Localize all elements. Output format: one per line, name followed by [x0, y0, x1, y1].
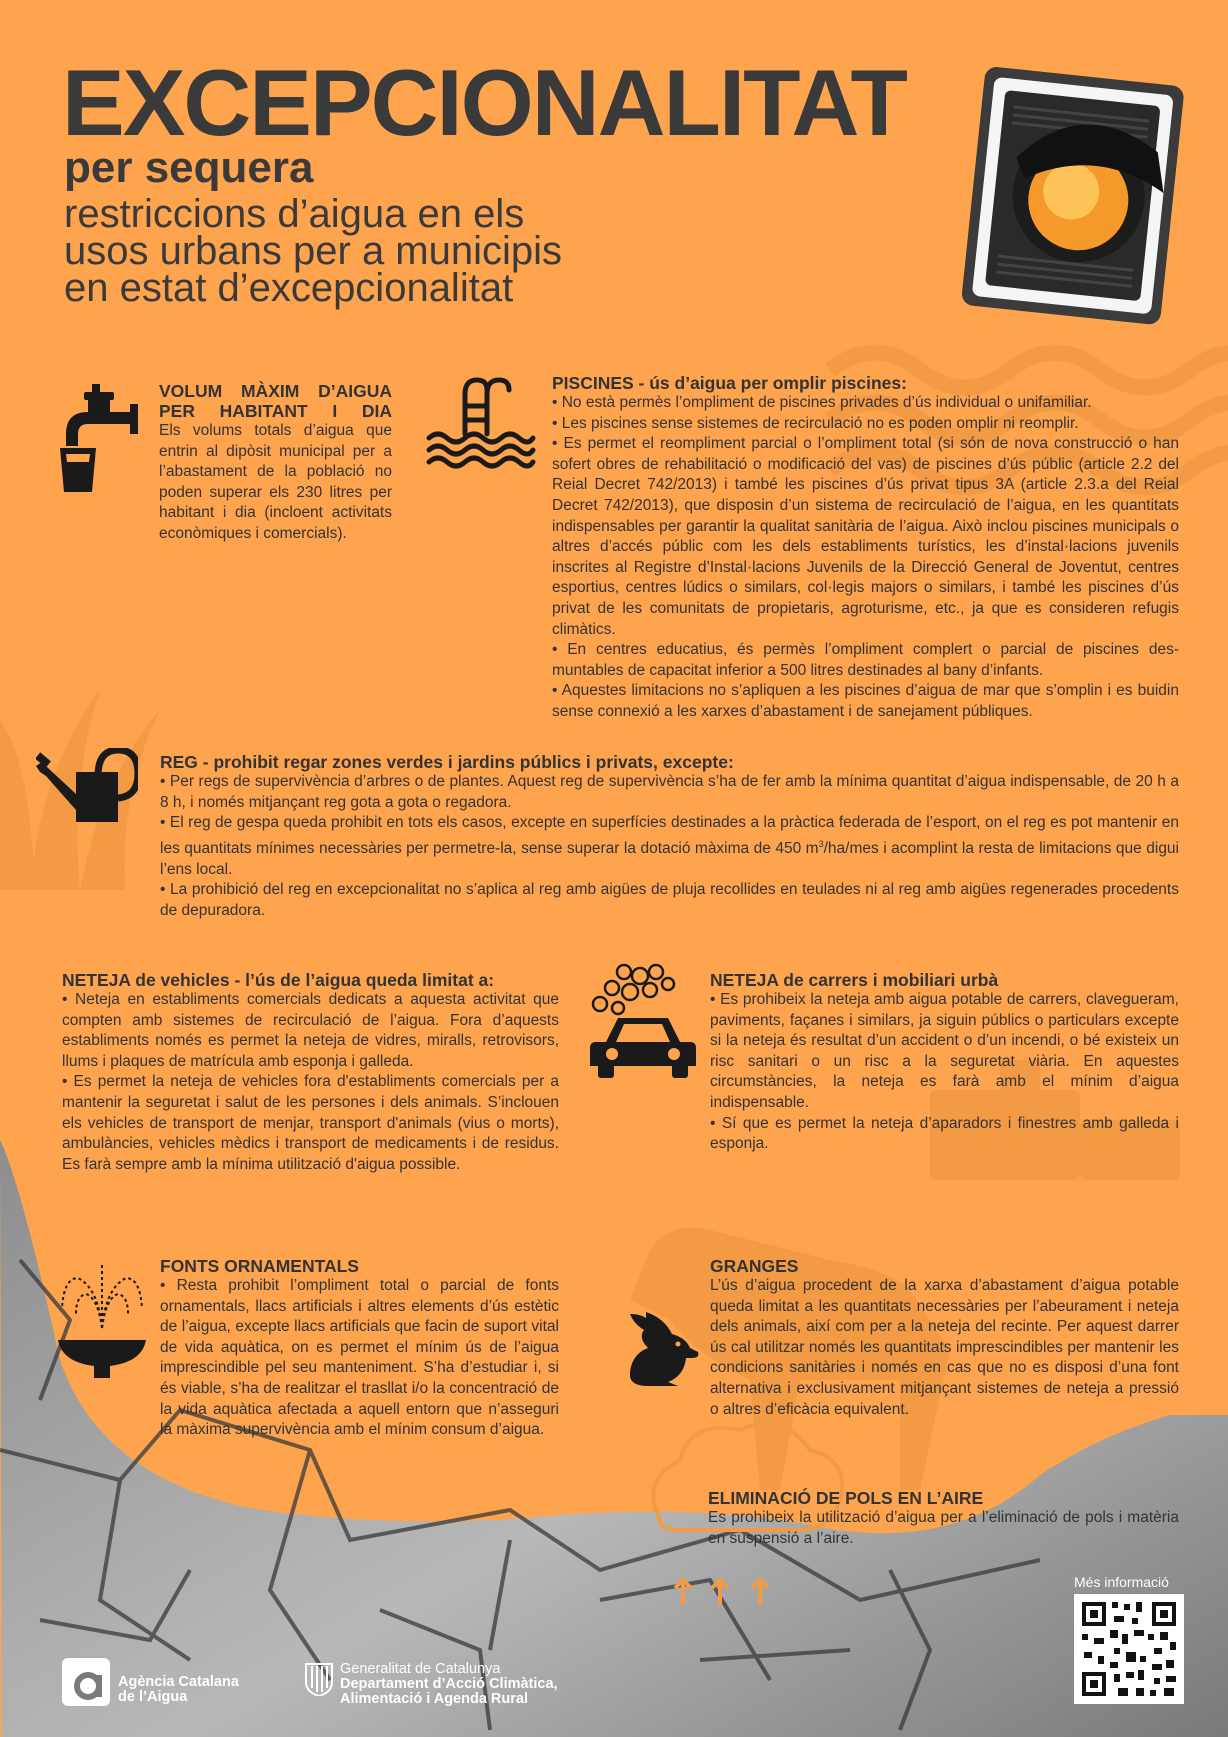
lead-line: restriccions d’aigua en els	[64, 192, 525, 236]
qr-code[interactable]	[1074, 1594, 1184, 1704]
list-item: • Es permet el reompliment parcial o l’ompliment total (si són de nova construcció o han sofert obres de rehabilitació o modificació del vas) de piscines d’ús públic (article 2.2 del Reial Decret 742/2013) i també les piscines d’ús privat tipus 3A (article 2.3.a del Reial Decret 742/2013), que disposin d’un sistema de recirculació de l’aigua, en les quantitats indispensables per garantir la qualitat sanitària de l’aigua. Això inclou piscines municipals o altres d’accés públic com les dels establiments turístics, les d’instal·lacions juvenils inscrites al Registre d’Instal·lacions Juvenils de la Direcció General de Joventut, centres esportius, centres lúdics o similars, col·legis majors o similars, i també les piscines d’ús privat de les comunitats de propietaris, agroturisme, etc., ja que es consideren refugis climàtics.	[552, 435, 1179, 638]
more-info-label: Més informació	[1074, 1574, 1169, 1590]
list-item: • Es permet la neteja de vehicles fora d'establiments comercials per a mantenir la seguretat i salut de les persones i dels animals. S’inclouen els vehicles de transport de menjar, transport d'animals (vius o morts), ambulàncies, vehicles mèdics i transport de medicaments i de residus. Es farà sempre amb la mínima utilització d'aigua possible.	[62, 1073, 559, 1173]
tap-icon	[58, 382, 144, 492]
piscines-heading: PISCINES - ús d’aigua per omplir piscines:	[552, 373, 907, 393]
volum-heading	[159, 381, 392, 421]
section-vehicles	[62, 970, 559, 1175]
section-fonts	[160, 1256, 559, 1441]
dept-line: Alimentació i Agenda Rural	[340, 1691, 528, 1707]
volum-body: Els volums totals d’aigua que entrin al dipòsit municipal per a l’abastament de la població no poden superar els 230 litres per habitant i dia (incloent activitats econòmiques i comercials).	[159, 422, 392, 542]
reg-item2-text: • El reg de gespa queda prohibit en tots els casos, excepte en superfícies destinades a la pràctica federada de l’esport, on el reg es pot mantenir en les quantitats mínimes necessàries per permetre-la, sense superar la dotació màxima de 450 m	[160, 814, 1179, 857]
granges-body: L’ús d’aigua procedent de la xarxa d’abastament d’aigua potable queda limitat a les quantitats necessàries per l’abeurament i neteja dels animals, així com per a la neteja del recinte. Per aquest darrer ús cal utilitzar només les quantitats imprescindibles per mantenir les condicions sanitàries i només en cas que no es disposi d’una font alternativa i exclusivament mitjançant sistemes de neteja a pressió o altres d’eficàcia equivalent.	[710, 1277, 1179, 1418]
department-name	[340, 1662, 558, 1707]
heading-line: VOLUM MÀXIM D’AIGUA	[159, 381, 392, 401]
gencat-logo-icon	[304, 1662, 334, 1696]
list-item: • Sí que es permet la neteja d’aparadors i finestres amb galleda i esponja.	[710, 1114, 1179, 1153]
section-carrers	[710, 970, 1179, 1155]
agency-line: Agència Catalana	[118, 1674, 239, 1690]
list-item: • Es prohibeix la neteja amb aigua potable de carrers, clavegueram, paviments, façanes i similars, ja siguin públics o particulars excepte si la neteja és resultat d’un accident o d’un incendi, o bé existeix un risc sanitari o un risc a la seguretat viària. En aquestes circumstàncies, la neteja es farà amb el mínim d’aigua indispensable.	[710, 991, 1179, 1111]
gencat-line: Generalitat de Catalunya	[340, 1661, 501, 1677]
section-granges	[710, 1256, 1179, 1420]
car-wash-icon	[590, 962, 696, 1080]
list-item: • Aquestes limitacions no s’apliquen a les piscines d’aigua de mar que s’omplin i es buidin sense connexió a les xarxes d’abastament i de sanejament públiques.	[552, 682, 1179, 720]
agency-logo-icon	[62, 1658, 110, 1706]
reg-item2-text: /ha/mes i acomplint la resta de limitacions que digui l’ens local.	[160, 839, 1180, 878]
pols-body: Es prohibeix la utilització d’aigua per a l’eliminació de pols i matèria en suspensió a l’aire.	[708, 1509, 1179, 1547]
list-item: • Les piscines sense sistemes de recirculació no es poden omplir ni reomplir.	[552, 414, 1079, 432]
carrers-heading: NETEJA de carrers i mobiliari urbà	[710, 970, 999, 990]
pols-heading: ELIMINACIÓ DE POLS EN L’AIRE	[708, 1488, 984, 1508]
subtitle: per sequera	[64, 143, 314, 192]
fonts-heading: FONTS ORNAMENTALS	[160, 1256, 359, 1276]
lead-line: usos urbans per a municipis	[64, 229, 563, 273]
list-item: • La prohibició del reg en excepcionalitat no s’aplica al reg amb aigües de pluja recollides en teulades ni al reg amb aigües regenerades procedents de depuradora.	[160, 881, 1179, 919]
traffic-light-icon	[960, 64, 1192, 342]
list-item	[160, 813, 1179, 880]
rabbit-icon	[630, 1310, 700, 1386]
watering-can-icon	[36, 748, 138, 824]
list-item: • Neteja en establiments comercials dedicats a aquesta activitat que compten amb sistemes de recirculació de l’aigua. Fora d’aquests establiments només es permet la neteja de vidres, miralls, retrovisors, llums i plaques de matrícula amb esponja i galleda.	[62, 991, 559, 1070]
superscript: 3	[818, 838, 824, 849]
granges-heading: GRANGES	[710, 1256, 799, 1276]
lead-text	[64, 192, 784, 310]
section-volum	[159, 381, 392, 545]
fonts-body: • Resta prohibit l’ompliment total o parcial de fonts ornamentals, llacs artificials i altres elements d’ús estètic de l’aigua, excepte llacs artificials que facin de suport vital de vida aquàtica, on es permet el mínim ús de l’aigua imprescindible pel seu manteniment. S’ha d’estudiar i, si és viable, s’ha de realitzar el trasllat i/o la concentració de la vida aquàtica afectada a aquell entorn que n’asseguri la màxima supervivència amb el mínim consum d’aigua.	[160, 1277, 559, 1439]
reg-heading: REG - prohibit regar zones verdes i jardins públics i privats, excepte:	[160, 752, 734, 772]
agency-line: de l’Aigua	[118, 1689, 188, 1705]
lead-line: en estat d’excepcionalitat	[64, 266, 514, 310]
list-item: • Per regs de supervivència d’arbres o de plantes. Aquest reg de supervivència s’ha de fer amb la mínima quantitat d’aigua indispensable, de 20 h a 8 h, i només mitjançant reg gota a gota o regadora.	[160, 773, 1179, 811]
section-piscines	[552, 373, 1179, 723]
section-reg	[160, 752, 1179, 921]
list-item: • En centres educatius, és permès l’ompliment complert o parcial de piscines desmuntables de capacitat inferior a 500 litres destinades al bany d’infants.	[552, 641, 1179, 679]
section-pols	[708, 1488, 1179, 1549]
pool-icon	[425, 376, 537, 470]
vehicles-heading: NETEJA de vehicles - l’ús de l’aigua queda limitat a:	[62, 970, 495, 990]
list-item: • No està permès l’ompliment de piscines privades d’ús individual o unifamiliar.	[552, 394, 1092, 411]
dept-line: Departament d’Acció Climàtica,	[340, 1676, 558, 1692]
heading-line: PER HABITANT I DIA	[159, 401, 392, 421]
main-title: EXCEPCIONALITAT	[62, 50, 906, 155]
agency-name	[118, 1675, 239, 1705]
fountain-icon	[58, 1258, 146, 1378]
